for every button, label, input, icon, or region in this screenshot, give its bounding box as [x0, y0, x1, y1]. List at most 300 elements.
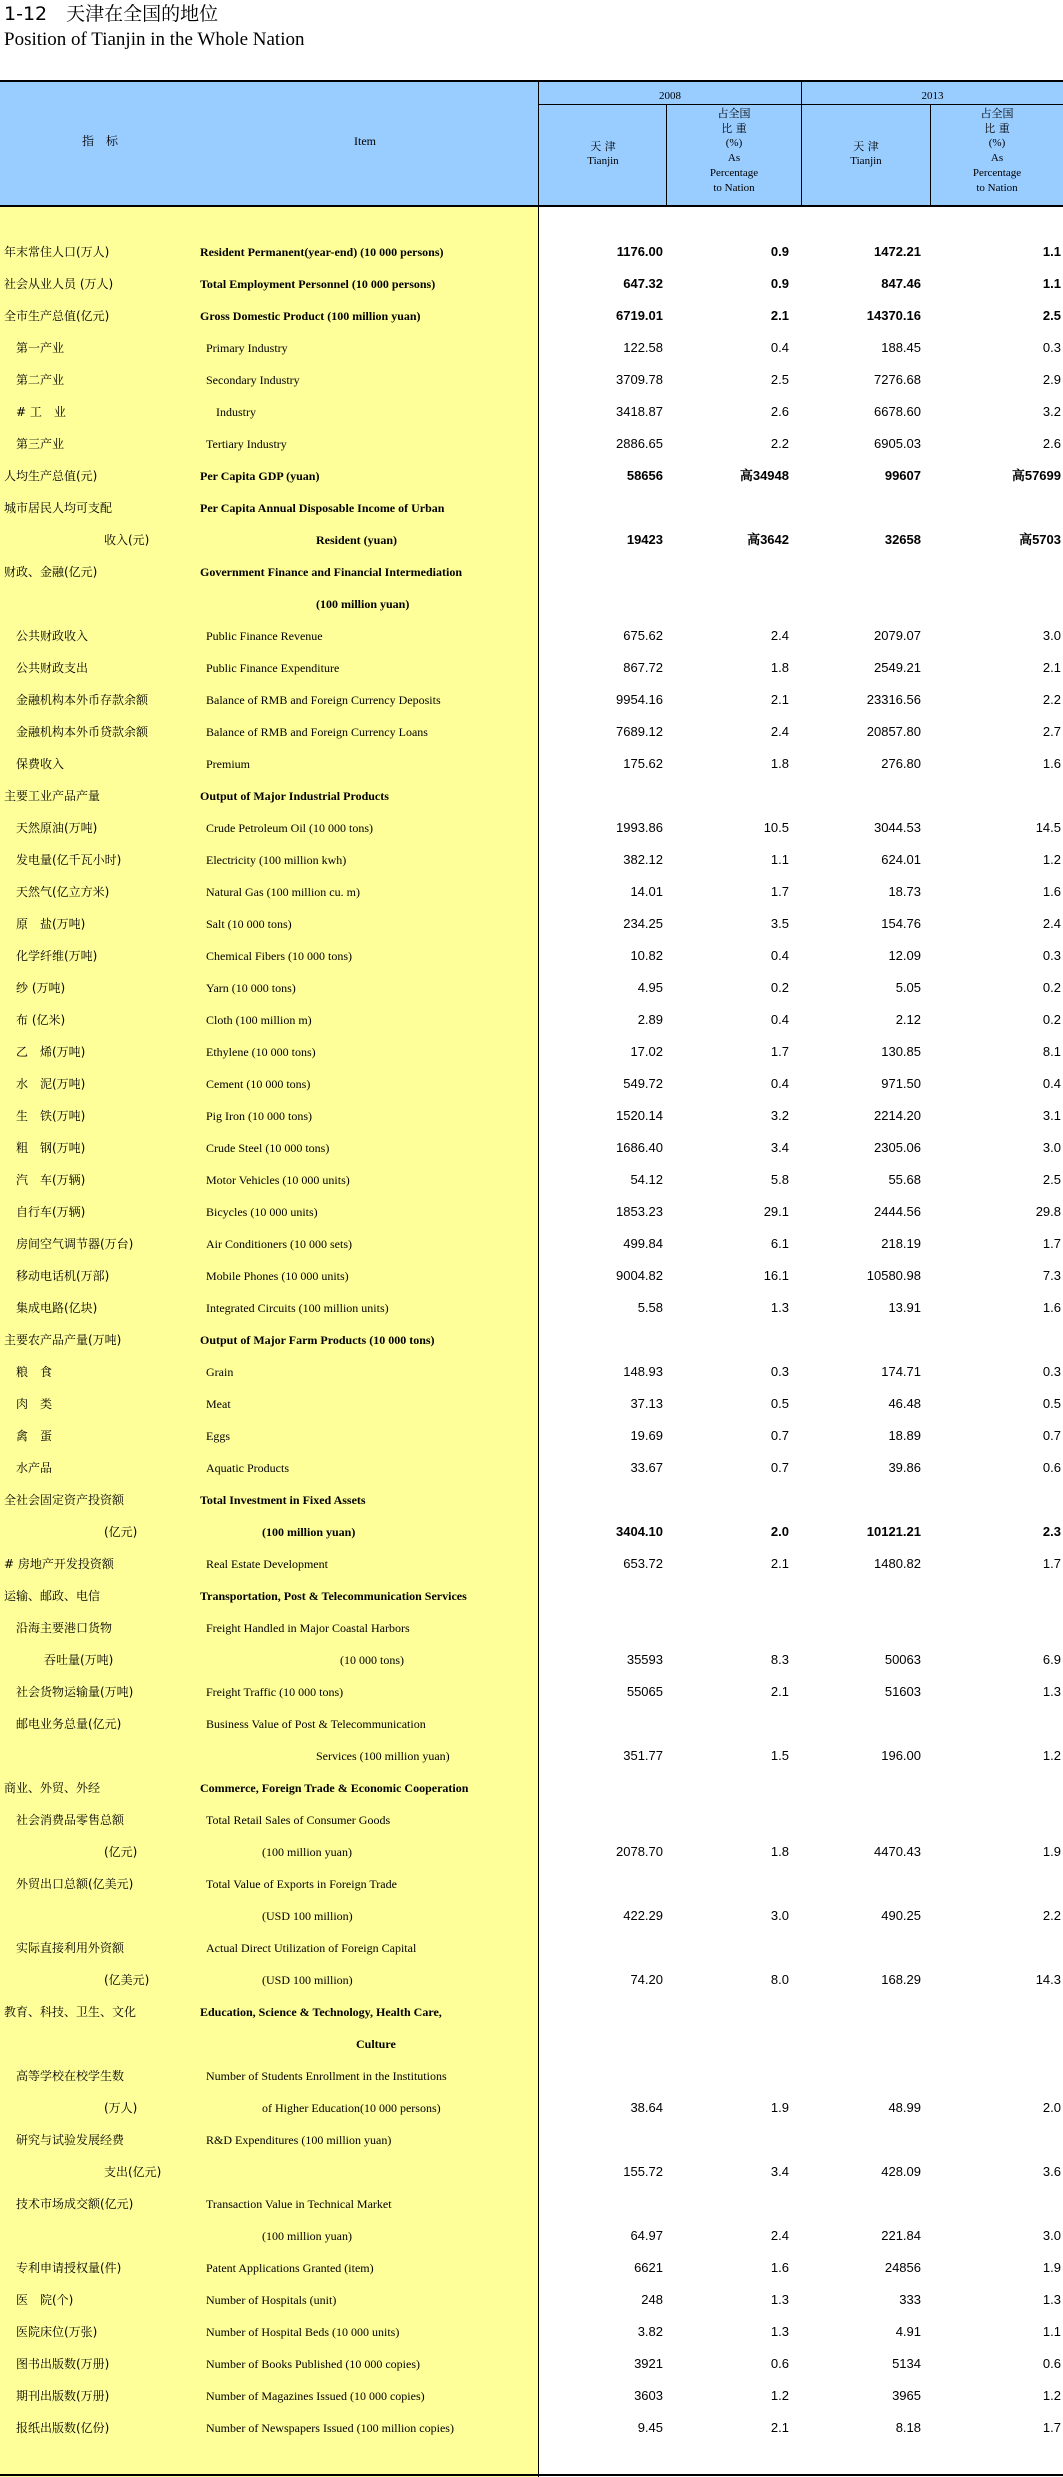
row-label-en: Aquatic Products — [206, 1461, 289, 1475]
row-label-cn: 移动电话机(万部) — [16, 1269, 110, 1283]
row-label-cn: 房间空气调节器(万台) — [16, 1237, 134, 1251]
row-label-cn: (万人) — [104, 2101, 138, 2115]
value-percentage-2013: 3.1 — [1042, 1108, 1061, 1123]
value-percentage-2008: 高3642 — [747, 532, 789, 547]
row-label-cn: (亿元) — [104, 1845, 138, 1859]
table-row — [0, 1548, 1063, 1580]
row-label-cn: 社会从业人员 (万人) — [4, 277, 114, 291]
table-row — [0, 2380, 1063, 2412]
row-label-cn: 公共财政收入 — [16, 629, 89, 643]
value-tianjin-2013: 2305.06 — [874, 1140, 921, 1155]
row-label-cn: 期刊出版数(万册) — [16, 2389, 110, 2403]
value-tianjin-2013: 1480.82 — [874, 1556, 921, 1571]
row-label-en: Number of Hospitals (unit) — [206, 2293, 337, 2307]
table-row — [0, 364, 1063, 396]
table-row — [0, 2028, 1063, 2060]
row-label-cn: 禽 蛋 — [16, 1429, 53, 1443]
value-tianjin-2013: 20857.80 — [866, 724, 921, 739]
value-percentage-2008: 2.1 — [770, 692, 789, 707]
value-tianjin-2008: 647.32 — [623, 276, 663, 291]
row-label-en: Pig Iron (10 000 tons) — [206, 1109, 312, 1123]
value-tianjin-2013: 168.29 — [881, 1972, 921, 1987]
row-label-en: Number of Books Published (10 000 copies) — [206, 2357, 420, 2371]
row-label-en: Integrated Circuits (100 million units) — [206, 1301, 389, 1315]
value-percentage-2008: 10.5 — [763, 820, 789, 835]
value-tianjin-2008: 7689.12 — [616, 724, 663, 739]
row-label-cn: 收入(元) — [104, 533, 150, 547]
value-tianjin-2008: 19423 — [626, 532, 663, 547]
value-percentage-2013: 1.6 — [1042, 756, 1061, 771]
value-tianjin-2008: 2.89 — [637, 1012, 663, 1027]
row-label-cn: 医院床位(万张) — [16, 2325, 98, 2339]
table-row — [0, 1196, 1063, 1228]
value-tianjin-2008: 54.12 — [630, 1172, 663, 1187]
header-pct-en3: to Nation — [713, 182, 755, 194]
value-tianjin-2013: 18.73 — [888, 884, 921, 899]
value-tianjin-2008: 35593 — [626, 1652, 663, 1667]
value-tianjin-2008: 1686.40 — [616, 1140, 663, 1155]
value-percentage-2013: 0.6 — [1042, 1460, 1061, 1475]
value-tianjin-2008: 37.13 — [630, 1396, 663, 1411]
value-percentage-2008: 5.8 — [770, 1172, 789, 1187]
table-row — [0, 460, 1063, 492]
value-tianjin-2013: 6905.03 — [874, 436, 921, 451]
value-percentage-2008: 0.9 — [770, 276, 789, 291]
value-tianjin-2008: 17.02 — [630, 1044, 663, 1059]
value-tianjin-2013: 276.80 — [881, 756, 921, 771]
row-label-en: Cloth (100 million m) — [206, 1013, 312, 1027]
table-row — [0, 684, 1063, 716]
header-pct-en1: As — [990, 152, 1004, 164]
value-percentage-2013: 0.2 — [1042, 980, 1061, 995]
value-tianjin-2008: 422.29 — [623, 1908, 663, 1923]
table-row — [0, 1580, 1063, 1612]
value-percentage-2013: 0.2 — [1042, 1012, 1061, 1027]
value-percentage-2008: 0.2 — [770, 980, 789, 995]
value-tianjin-2013: 221.84 — [881, 2228, 921, 2243]
row-label-cn: 教育、科技、卫生、文化 — [4, 2005, 137, 2019]
row-label-cn: 年末常住人口(万人) — [4, 245, 110, 259]
row-label-en: Ethylene (10 000 tons) — [206, 1045, 316, 1059]
header-percentage-2008 — [667, 106, 801, 196]
table-row — [0, 1260, 1063, 1292]
column-divider-2013 — [930, 104, 931, 206]
value-tianjin-2013: 2079.07 — [874, 628, 921, 643]
row-label-en: Grain — [206, 1365, 234, 1379]
table-row — [0, 2060, 1063, 2092]
row-label-cn: 社会消费品零售总额 — [16, 1813, 125, 1827]
row-label-cn: 第二产业 — [16, 373, 65, 387]
value-percentage-2013: 高5703 — [1019, 532, 1061, 547]
row-label-en: Number of Newspapers Issued (100 million copies) — [206, 2421, 454, 2435]
table-row — [0, 1132, 1063, 1164]
row-label-en: Freight Handled in Major Coastal Harbors — [206, 1621, 410, 1635]
header-tianjin-cn: 天 津 — [590, 140, 616, 153]
row-label-en: Cement (10 000 tons) — [206, 1077, 311, 1091]
table-row — [0, 716, 1063, 748]
value-percentage-2008: 1.9 — [770, 2100, 789, 2115]
row-label-en: Number of Hospital Beds (10 000 units) — [206, 2325, 400, 2339]
table-row — [0, 812, 1063, 844]
row-label-cn: 乙 烯(万吨) — [16, 1045, 86, 1059]
value-tianjin-2008: 148.93 — [623, 1364, 663, 1379]
table-row — [0, 748, 1063, 780]
value-percentage-2008: 0.4 — [770, 340, 789, 355]
value-tianjin-2013: 10580.98 — [866, 1268, 921, 1283]
row-label-cn: 全社会固定资产投资额 — [4, 1493, 125, 1507]
value-tianjin-2008: 1520.14 — [616, 1108, 663, 1123]
value-tianjin-2008: 19.69 — [630, 1428, 663, 1443]
table-row — [0, 1100, 1063, 1132]
value-tianjin-2013: 196.00 — [881, 1748, 921, 1763]
value-percentage-2013: 0.3 — [1042, 948, 1061, 963]
row-label-cn: 吞吐量(万吨) — [44, 1653, 114, 1667]
row-label-cn: 专利申请授权量(件) — [16, 2261, 122, 2275]
value-tianjin-2013: 46.48 — [888, 1396, 921, 1411]
row-label-cn: 纱 (万吨) — [16, 981, 66, 995]
table-row — [0, 1932, 1063, 1964]
row-label-cn: 自行车(万辆) — [16, 1205, 86, 1219]
value-tianjin-2013: 4470.43 — [874, 1844, 921, 1859]
row-label-en: Per Capita GDP (yuan) — [200, 469, 320, 483]
table-row — [0, 1356, 1063, 1388]
row-label-cn: 社会货物运输量(万吨) — [16, 1685, 134, 1699]
value-percentage-2013: 1.2 — [1042, 2388, 1061, 2403]
row-label-cn: 支出(亿元) — [104, 2165, 162, 2179]
value-tianjin-2008: 653.72 — [623, 1556, 663, 1571]
value-tianjin-2008: 2078.70 — [616, 1844, 663, 1859]
row-label-en: Resident Permanent(year-end) (10 000 persons) — [200, 245, 444, 259]
row-label-en: Transportation, Post & Telecommunication Services — [200, 1589, 467, 1603]
value-tianjin-2008: 1176.00 — [616, 244, 663, 259]
value-tianjin-2008: 499.84 — [623, 1236, 663, 1251]
value-tianjin-2013: 50063 — [884, 1652, 921, 1667]
value-percentage-2008: 0.9 — [770, 244, 789, 259]
value-tianjin-2013: 14370.16 — [866, 308, 921, 323]
row-label-cn: # 工 业 — [16, 405, 66, 419]
value-percentage-2008: 1.8 — [770, 660, 789, 675]
value-percentage-2008: 0.4 — [770, 948, 789, 963]
row-label-cn: 高等学校在校学生数 — [16, 2069, 125, 2083]
table-row — [0, 780, 1063, 812]
value-percentage-2008: 3.5 — [770, 916, 789, 931]
table-row — [0, 492, 1063, 524]
header-pct-cn1: 占全国 — [717, 107, 751, 120]
value-tianjin-2008: 33.67 — [630, 1460, 663, 1475]
table-row — [0, 2252, 1063, 2284]
row-label-cn: 邮电业务总量(亿元) — [16, 1717, 122, 1731]
row-label-cn: 金融机构本外币存款余额 — [16, 693, 149, 707]
value-tianjin-2008: 234.25 — [623, 916, 663, 931]
row-label-cn: 实际直接利用外资额 — [16, 1941, 125, 1955]
row-label-cn: 天然气(亿立方米) — [16, 885, 110, 899]
value-tianjin-2013: 1472.21 — [874, 244, 921, 259]
table-row — [0, 1004, 1063, 1036]
value-percentage-2008: 3.0 — [770, 1908, 789, 1923]
value-percentage-2013: 0.4 — [1042, 1076, 1061, 1091]
value-tianjin-2008: 3709.78 — [616, 372, 663, 387]
row-label-cn: 人均生产总值(元) — [4, 469, 98, 483]
row-label-en: Resident (yuan) — [316, 533, 398, 547]
table-title-cn: 1-12 天津在全国的地位 — [4, 3, 219, 25]
value-tianjin-2008: 5.58 — [637, 1300, 663, 1315]
row-label-cn: 公共财政支出 — [16, 661, 89, 675]
value-tianjin-2013: 55.68 — [888, 1172, 921, 1187]
value-percentage-2013: 6.9 — [1042, 1652, 1061, 1667]
value-tianjin-2013: 4.91 — [895, 2324, 921, 2339]
value-tianjin-2013: 2444.56 — [874, 1204, 921, 1219]
table-row — [0, 1900, 1063, 1932]
value-percentage-2008: 16.1 — [763, 1268, 789, 1283]
row-label-en: Output of Major Farm Products (10 000 tons) — [200, 1333, 435, 1347]
value-tianjin-2013: 154.76 — [881, 916, 921, 931]
table-title-en: Position of Tianjin in the Whole Nation — [4, 29, 305, 50]
value-tianjin-2013: 3965 — [892, 2388, 921, 2403]
row-label-en: Bicycles (10 000 units) — [206, 1205, 318, 1219]
value-percentage-2008: 2.2 — [770, 436, 789, 451]
header-pct-unit: (%) — [988, 137, 1006, 149]
header-top-rule — [0, 80, 1063, 82]
value-percentage-2013: 2.0 — [1042, 2100, 1061, 2115]
value-percentage-2013: 0.6 — [1042, 2356, 1061, 2371]
header-tianjin-en: Tianjin — [850, 155, 882, 167]
table-row — [0, 1484, 1063, 1516]
row-label-en: of Higher Education(10 000 persons) — [262, 2101, 441, 2115]
value-percentage-2013: 2.5 — [1042, 1172, 1061, 1187]
value-tianjin-2013: 2549.21 — [874, 660, 921, 675]
header-pct-en2: Percentage — [709, 167, 759, 179]
row-label-en: R&D Expenditures (100 million yuan) — [206, 2133, 392, 2147]
value-percentage-2008: 0.6 — [770, 2356, 789, 2371]
value-percentage-2013: 3.0 — [1042, 2228, 1061, 2243]
row-label-cn: 全市生产总值(亿元) — [4, 309, 110, 323]
value-percentage-2008: 0.7 — [770, 1460, 789, 1475]
table-row — [0, 1996, 1063, 2028]
table-row — [0, 844, 1063, 876]
value-tianjin-2013: 490.25 — [881, 1908, 921, 1923]
row-label-en: Number of Magazines Issued (10 000 copies) — [206, 2389, 425, 2403]
value-percentage-2013: 2.2 — [1042, 1908, 1061, 1923]
value-tianjin-2013: 39.86 — [888, 1460, 921, 1475]
value-tianjin-2013: 188.45 — [881, 340, 921, 355]
header-bottom-rule — [0, 205, 1063, 207]
value-tianjin-2008: 14.01 — [630, 884, 663, 899]
value-tianjin-2013: 428.09 — [881, 2164, 921, 2179]
value-percentage-2013: 8.1 — [1042, 1044, 1061, 1059]
table-row — [0, 2092, 1063, 2124]
value-tianjin-2013: 48.99 — [888, 2100, 921, 2115]
row-label-en: (100 million yuan) — [262, 2229, 352, 2243]
row-label-en: (10 000 tons) — [340, 1653, 404, 1667]
value-percentage-2013: 1.9 — [1042, 2260, 1061, 2275]
value-percentage-2013: 14.5 — [1035, 820, 1061, 835]
row-label-en: Premium — [206, 757, 250, 771]
value-tianjin-2008: 38.64 — [630, 2100, 663, 2115]
row-label-cn: 天然原油(万吨) — [16, 821, 98, 835]
value-tianjin-2013: 2214.20 — [874, 1108, 921, 1123]
value-percentage-2008: 8.0 — [770, 1972, 789, 1987]
value-percentage-2013: 2.7 — [1042, 724, 1061, 739]
row-label-en: (100 million yuan) — [262, 1525, 356, 1539]
row-label-en: Public Finance Expenditure — [206, 661, 340, 675]
value-percentage-2008: 2.4 — [770, 2228, 789, 2243]
value-tianjin-2008: 10.82 — [630, 948, 663, 963]
value-tianjin-2008: 351.77 — [623, 1748, 663, 1763]
table-row — [0, 1836, 1063, 1868]
value-percentage-2013: 1.6 — [1042, 884, 1061, 899]
row-label-en: Education, Science & Technology, Health Care, — [200, 2005, 442, 2019]
value-tianjin-2013: 624.01 — [881, 852, 921, 867]
value-tianjin-2008: 9.45 — [637, 2420, 663, 2435]
row-label-cn: 第一产业 — [16, 341, 65, 355]
value-tianjin-2013: 32658 — [884, 532, 921, 547]
row-label-en: Transaction Value in Technical Market — [206, 2197, 392, 2211]
value-tianjin-2008: 122.58 — [623, 340, 663, 355]
value-percentage-2013: 0.3 — [1042, 1364, 1061, 1379]
header-year-2008: 2008 — [659, 90, 681, 102]
row-label-en: Meat — [206, 1397, 231, 1411]
header-pct-cn2: 比 重 — [984, 122, 1010, 135]
table-row — [0, 1228, 1063, 1260]
table-row — [0, 396, 1063, 428]
row-label-en: Government Finance and Financial Intermediation — [200, 565, 462, 579]
value-percentage-2008: 1.7 — [770, 884, 789, 899]
value-percentage-2008: 1.7 — [770, 1044, 789, 1059]
value-tianjin-2008: 2886.65 — [616, 436, 663, 451]
row-label-en: Total Employment Personnel (10 000 persons) — [200, 277, 436, 291]
value-percentage-2013: 2.4 — [1042, 916, 1061, 931]
row-label-en: Eggs — [206, 1429, 230, 1443]
value-percentage-2013: 3.2 — [1042, 404, 1061, 419]
value-percentage-2013: 2.2 — [1042, 692, 1061, 707]
value-percentage-2008: 0.3 — [770, 1364, 789, 1379]
table-row — [0, 556, 1063, 588]
value-percentage-2013: 3.0 — [1042, 628, 1061, 643]
table-row — [0, 2316, 1063, 2348]
table-row — [0, 1772, 1063, 1804]
value-percentage-2013: 0.5 — [1042, 1396, 1061, 1411]
row-label-en: Crude Petroleum Oil (10 000 tons) — [206, 821, 373, 835]
row-label-cn: 商业、外贸、外经 — [4, 1781, 101, 1795]
table-row — [0, 1388, 1063, 1420]
header-pct-en1: As — [727, 152, 741, 164]
value-percentage-2008: 29.1 — [763, 1204, 789, 1219]
value-percentage-2008: 0.4 — [770, 1012, 789, 1027]
table-row — [0, 1644, 1063, 1676]
value-percentage-2013: 3.6 — [1042, 2164, 1061, 2179]
value-percentage-2008: 0.5 — [770, 1396, 789, 1411]
row-label-en: Industry — [216, 405, 256, 419]
value-percentage-2013: 2.3 — [1042, 1524, 1061, 1539]
row-label-en: Commerce, Foreign Trade & Economic Cooperation — [200, 1781, 469, 1795]
value-tianjin-2008: 3404.10 — [616, 1524, 663, 1539]
table-row — [0, 1452, 1063, 1484]
table-row — [0, 2124, 1063, 2156]
value-percentage-2013: 1.3 — [1042, 2292, 1061, 2307]
table-row — [0, 428, 1063, 460]
value-tianjin-2013: 51603 — [884, 1684, 921, 1699]
value-percentage-2008: 2.1 — [770, 308, 789, 323]
value-tianjin-2008: 3921 — [634, 2356, 663, 2371]
row-label-cn: 水产品 — [16, 1461, 53, 1475]
row-label-en: Salt (10 000 tons) — [206, 917, 292, 931]
header-tianjin-en: Tianjin — [587, 155, 619, 167]
value-tianjin-2013: 847.46 — [881, 276, 921, 291]
value-tianjin-2013: 12.09 — [888, 948, 921, 963]
table-row — [0, 1708, 1063, 1740]
row-label-en: Actual Direct Utilization of Foreign Capital — [206, 1941, 417, 1955]
row-label-cn: 第三产业 — [16, 437, 65, 451]
value-tianjin-2013: 18.89 — [888, 1428, 921, 1443]
value-percentage-2013: 1.7 — [1042, 1236, 1061, 1251]
value-percentage-2013: 1.2 — [1042, 852, 1061, 867]
table-row — [0, 332, 1063, 364]
header-pct-en3: to Nation — [976, 182, 1018, 194]
value-percentage-2013: 0.7 — [1042, 1428, 1061, 1443]
value-percentage-2008: 2.4 — [770, 724, 789, 739]
row-label-en: Real Estate Development — [206, 1557, 328, 1571]
table-row — [0, 1292, 1063, 1324]
value-percentage-2013: 14.3 — [1035, 1972, 1061, 1987]
value-tianjin-2013: 3044.53 — [874, 820, 921, 835]
value-percentage-2008: 1.3 — [770, 1300, 789, 1315]
table-row — [0, 1036, 1063, 1068]
row-label-cn: 发电量(亿千瓦小时) — [16, 853, 122, 867]
row-label-cn: 主要工业产品产量 — [4, 789, 101, 803]
row-label-cn: 外贸出口总额(亿美元) — [16, 1877, 134, 1891]
row-label-cn: 医 院(个) — [16, 2293, 74, 2307]
value-percentage-2008: 1.8 — [770, 756, 789, 771]
header-tianjin-cn: 天 津 — [853, 140, 879, 153]
column-divider-2008 — [666, 104, 667, 206]
row-label-cn: 布 (亿米) — [16, 1013, 66, 1027]
value-percentage-2013: 高57699 — [1011, 468, 1061, 483]
value-tianjin-2008: 74.20 — [630, 1972, 663, 1987]
value-percentage-2013: 1.3 — [1042, 1684, 1061, 1699]
value-percentage-2008: 8.3 — [770, 1652, 789, 1667]
value-percentage-2013: 2.6 — [1042, 436, 1061, 451]
table-row — [0, 2220, 1063, 2252]
value-tianjin-2013: 10121.21 — [866, 1524, 921, 1539]
value-tianjin-2013: 333 — [899, 2292, 921, 2307]
value-percentage-2013: 1.1 — [1042, 276, 1061, 291]
row-label-en: Total Investment in Fixed Assets — [200, 1493, 366, 1507]
row-label-cn: (亿美元) — [104, 1973, 150, 1987]
row-label-cn: 财政、金融(亿元) — [4, 565, 98, 579]
table-row — [0, 2188, 1063, 2220]
table-row — [0, 1740, 1063, 1772]
value-percentage-2013: 2.9 — [1042, 372, 1061, 387]
row-label-en: Primary Industry — [206, 341, 288, 355]
row-label-cn: 粮 食 — [16, 1365, 53, 1379]
value-tianjin-2013: 8.18 — [895, 2420, 921, 2435]
table-row — [0, 972, 1063, 1004]
table-row — [0, 2348, 1063, 2380]
header-indicator: 指 标 — [81, 134, 118, 148]
value-percentage-2013: 0.3 — [1042, 340, 1061, 355]
value-tianjin-2013: 6678.60 — [874, 404, 921, 419]
table-row — [0, 236, 1063, 268]
value-tianjin-2013: 174.71 — [881, 1364, 921, 1379]
table-row — [0, 268, 1063, 300]
value-percentage-2008: 2.1 — [770, 1684, 789, 1699]
table-row — [0, 588, 1063, 620]
header-tianjin-2013 — [802, 139, 930, 169]
value-tianjin-2008: 155.72 — [623, 2164, 663, 2179]
row-label-en: Services (100 million yuan) — [316, 1749, 450, 1763]
value-tianjin-2008: 6621 — [634, 2260, 663, 2275]
value-percentage-2008: 1.3 — [770, 2324, 789, 2339]
